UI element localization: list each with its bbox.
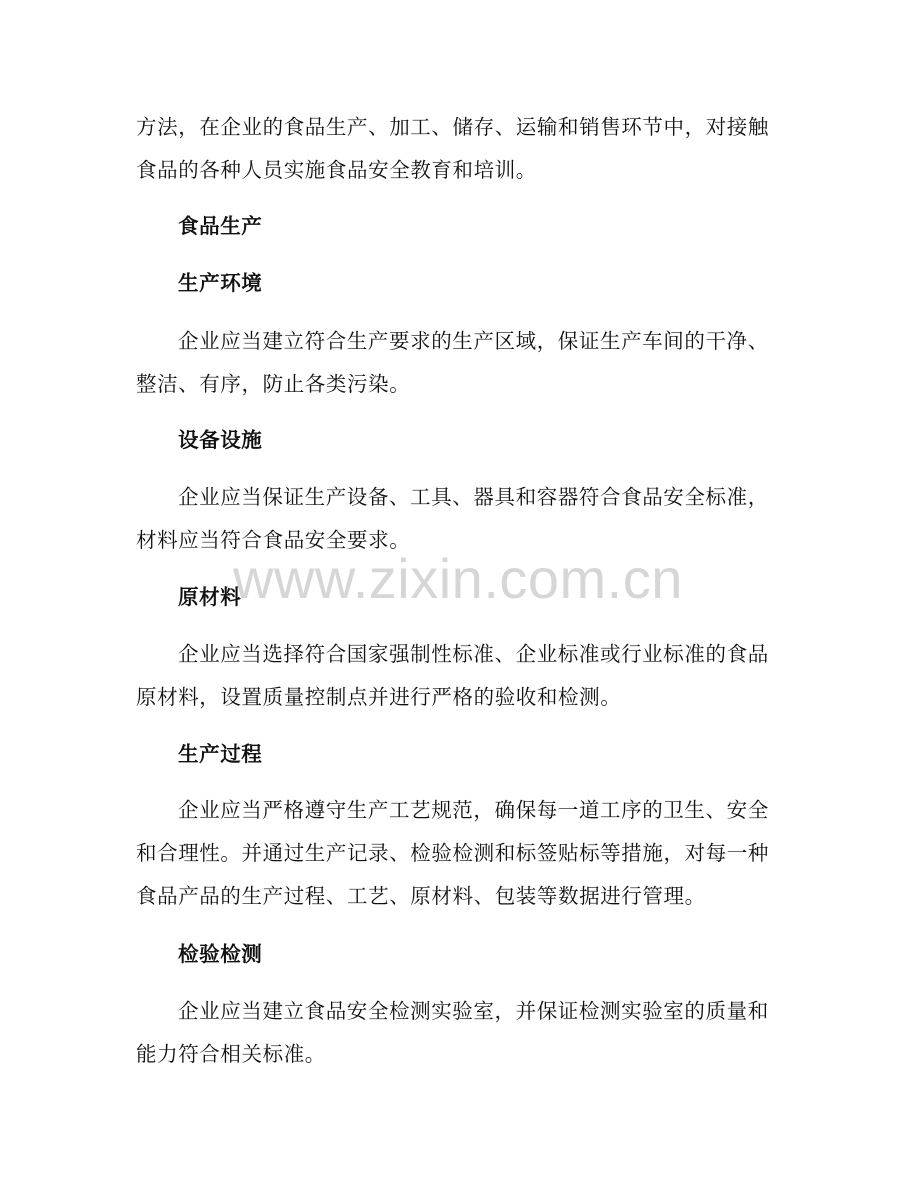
heading-process: 生产过程 [178,742,263,766]
paragraph-line: 企业应当建立食品安全检测实验室，并保证检测实验室的质量和 [178,999,769,1023]
paragraph-line: 企业应当建立符合生产要求的生产区域，保证生产车间的干净、 [178,329,769,353]
paragraph-line: 整洁、有序，防止各类污染。 [136,372,411,396]
paragraph-line: 食品产品的生产过程、工艺、原材料、包装等数据进行管理。 [136,884,706,908]
paragraph-line: 方法，在企业的食品生产、加工、储存、运输和销售环节中，对接触 [136,115,769,139]
paragraph-inspection [136,990,786,1076]
paragraph-environment [136,320,786,406]
paragraph-line: 企业应当保证生产设备、工具、器具和容器符合食品安全标准， [178,485,769,509]
heading-food-production: 食品生产 [178,214,263,238]
paragraph-line: 企业应当严格遵守生产工艺规范，确保每一道工序的卫生、安全 [178,798,769,822]
paragraph-intro [136,106,786,192]
paragraph-line: 和合理性。并通过生产记录、检验检测和标签贴标等措施，对每一种 [136,841,769,865]
paragraph-materials [136,633,786,719]
paragraph-line: 企业应当选择符合国家强制性标准、企业标准或行业标准的食品 [178,642,769,666]
paragraph-line: 能力符合相关标准。 [136,1042,326,1066]
paragraph-equipment [136,476,786,562]
heading-inspection: 检验检测 [178,942,263,966]
heading-equipment: 设备设施 [178,428,263,452]
watermark: www.zixin.com.cn [233,547,683,610]
paragraph-process [136,789,786,918]
heading-environment: 生产环境 [178,271,263,295]
paragraph-line: 材料应当符合食品安全要求。 [136,528,411,552]
paragraph-line: 食品的各种人员实施食品安全教育和培训。 [136,158,537,182]
heading-materials: 原材料 [178,585,242,609]
paragraph-line: 原材料，设置质量控制点并进行严格的验收和检测。 [136,685,622,709]
